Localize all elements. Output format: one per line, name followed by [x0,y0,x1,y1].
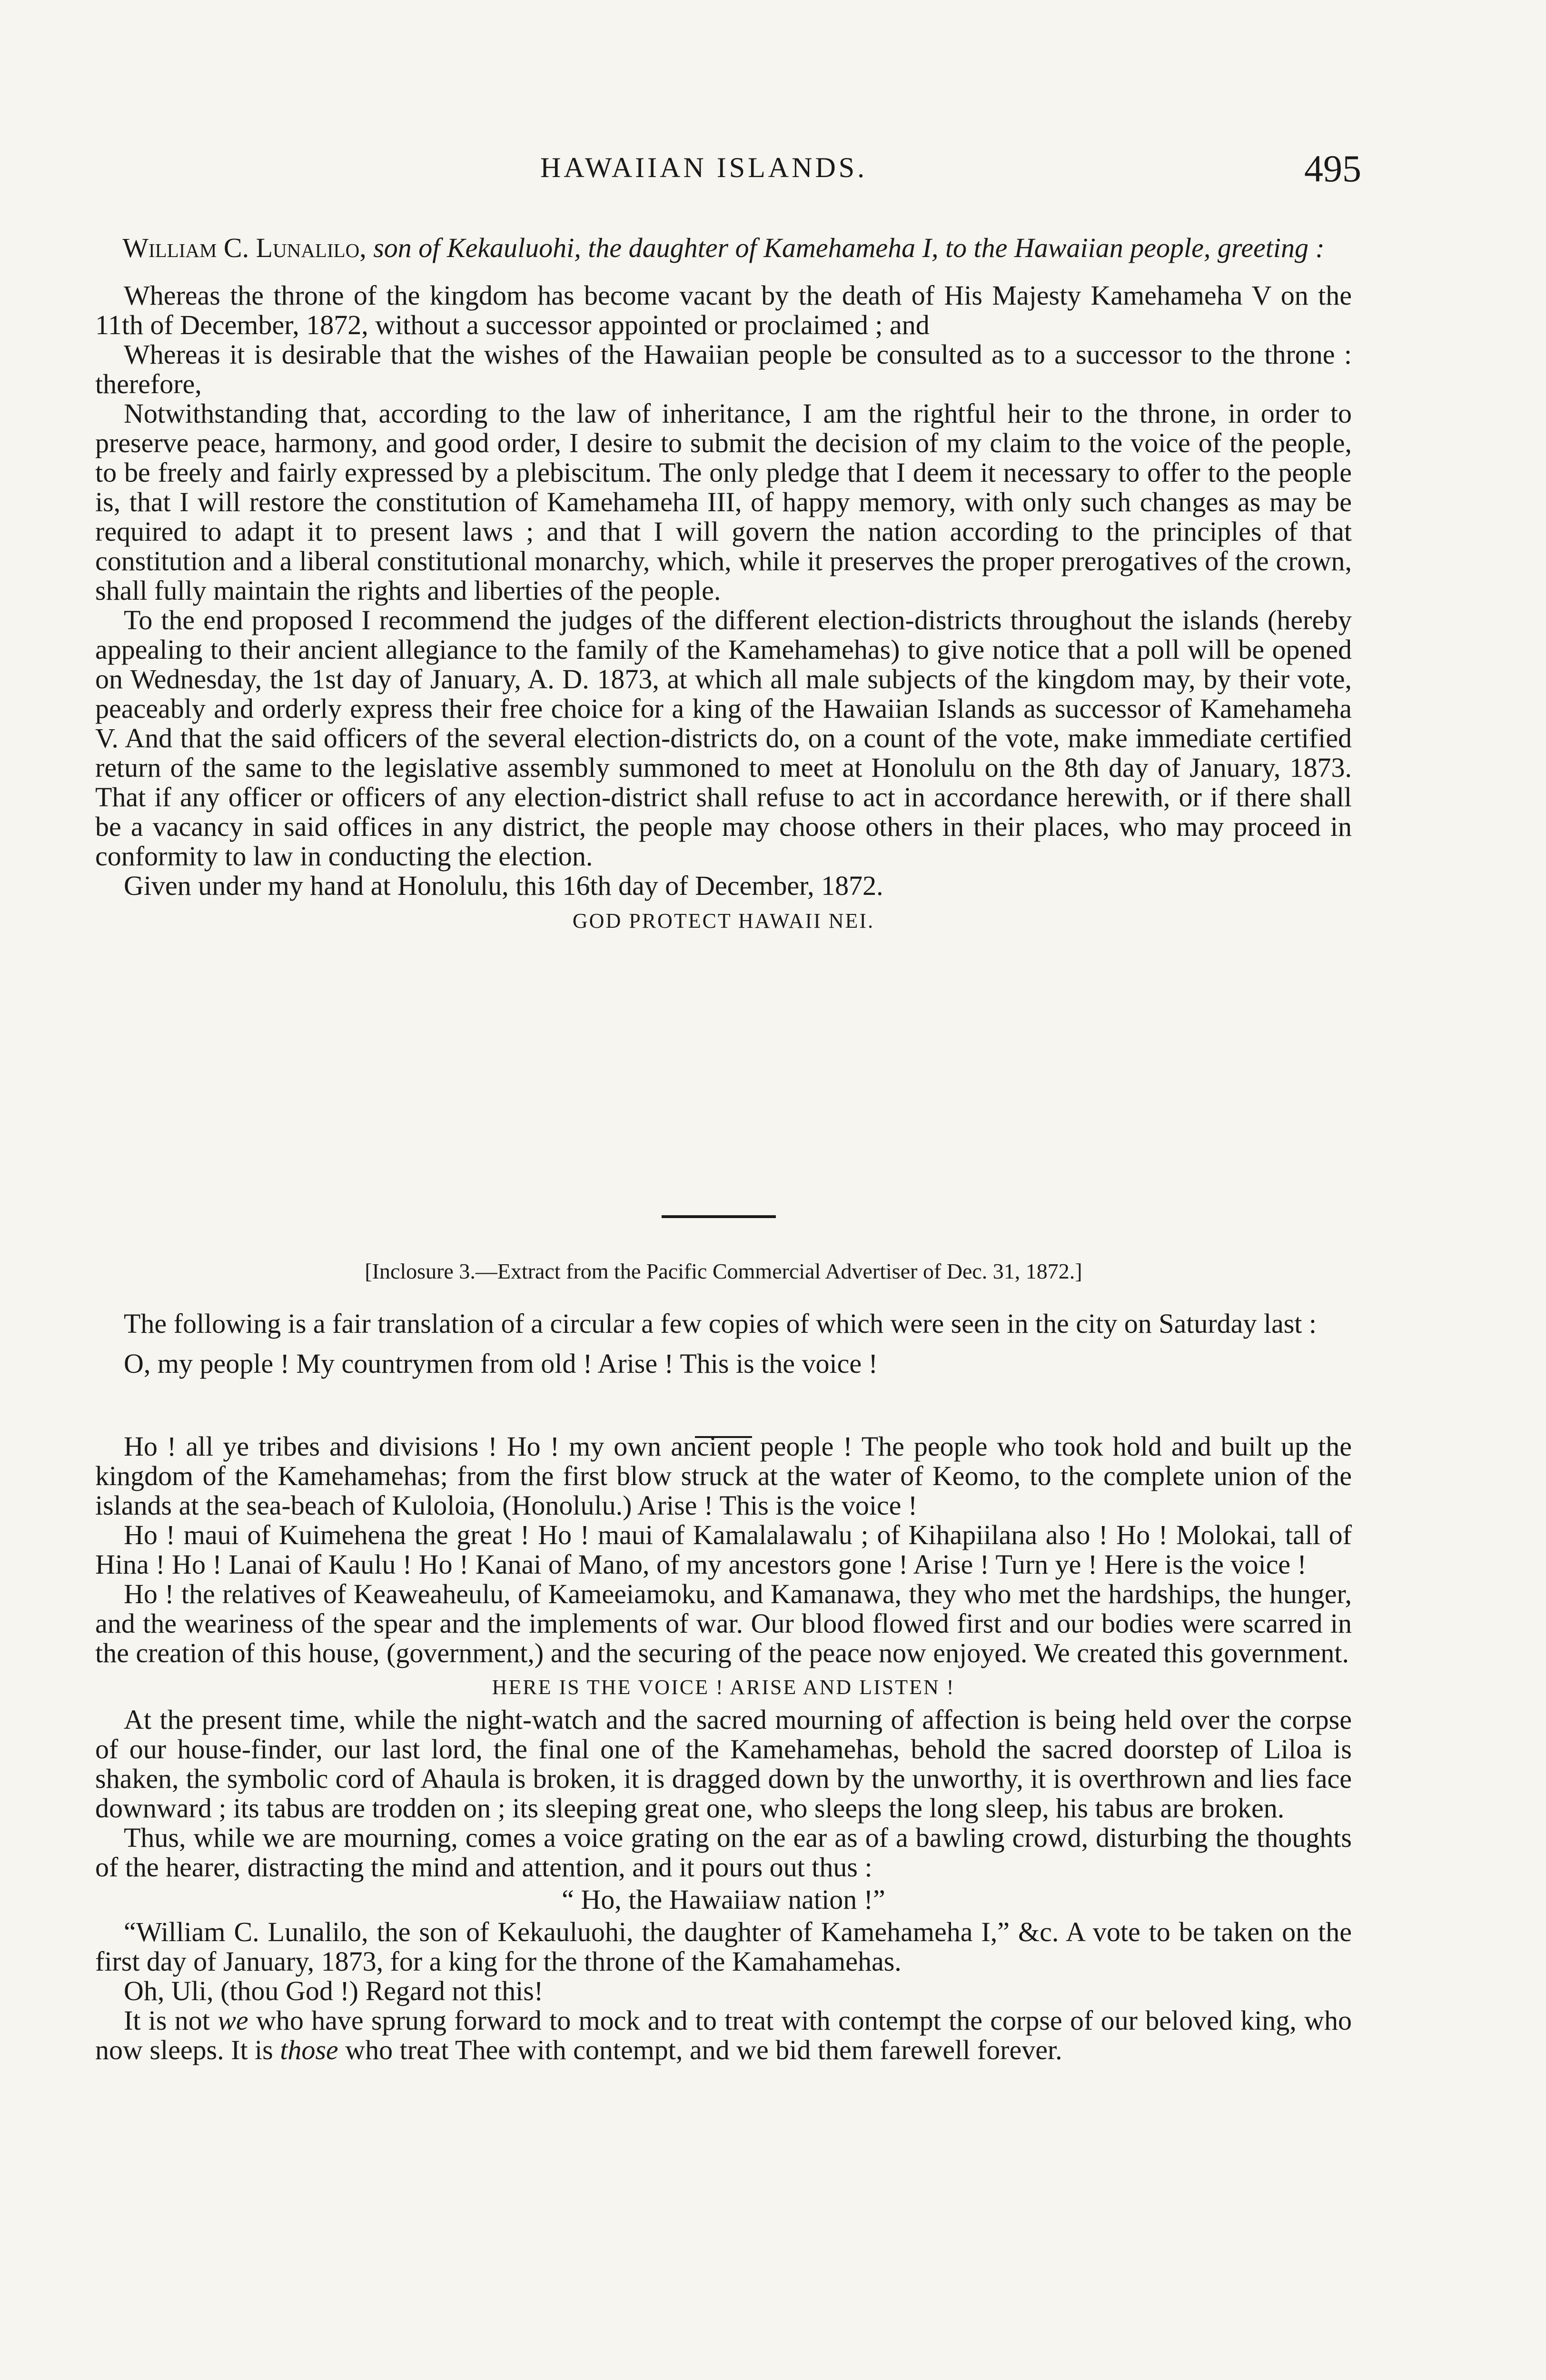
final-text-emphasis: those [280,2034,338,2065]
circular-paragraph: “William C. Lunalilo, the son of Kekauluohi, the daughter of Kamehameha I,” &c. A vote to be taken on the first day of January, 1873, for a king for the throne of the Kamahamehas. [95,1916,1352,1977]
proclamation-paragraph: Given under my hand at Honolulu, this 16th day of December, 1872. [124,870,883,901]
running-title: HAWAIIAN ISLANDS. [540,152,868,183]
final-text-part: who have sprung forward to mock and to treat with contempt the corpse of our beloved king, who now sleeps. It is [95,2005,1352,2065]
cry-divider [695,1436,752,1438]
final-text-emphasis: we [218,2005,248,2036]
circular-paragraph: Ho ! maui of Kuimehena the great ! Ho ! maui of Kamalalawalu ; of Kihapiilana also ! Ho ! Molokai, tall of Hina ! Ho ! Lanai of Kaulu ! Ho ! Kanai of Mano, of my ancestors gone ! Arise ! Turn ye ! Here is the voice ! [95,1519,1352,1580]
circular-paragraph: Thus, while we are mourning, comes a voice grating on the ear as of a bawling crowd, disturbing the thoughts of the hearer, distracting the mind and attention, and it pours out thus : [95,1822,1352,1883]
section-divider [662,1215,776,1218]
salutation-name: William C. Lunalilo, [122,232,367,263]
proclamation-paragraph: Whereas the throne of the kingdom has become vacant by the death of His Majesty Kamehameha V on the 11th of December, 1872, without a successor appointed or proclaimed ; and [95,280,1352,340]
inclosure-caption: [Inclosure 3.—Extract from the Pacific Commercial Advertiser of Dec. 31, 1872.] [365,1259,1082,1283]
inclosure-intro: The following is a fair translation of a circular a few copies of which were seen in the city on Saturday last : [124,1308,1317,1339]
proclamation-salutation [95,233,1352,263]
circular-paragraph: Ho ! the relatives of Keaweaheulu, of Kameeiamoku, and Kamanawa, they who met the hardships, the hunger, and the weariness of the spear and the implements of war. Our blood flowed first and our bodies were scarred in the creation of this house, (government,) and the securing of the peace now enjoyed. We created this government. [95,1578,1352,1668]
proclamation-paragraph: Notwithstanding that, according to the law of inheritance, I am the rightful heir to the throne, in order to preserve peace, harmony, and good order, I desire to submit the decision of my claim to the voice of the people, to be freely and fairly expressed by a plebiscitum. The only pledge that I deem it necessary to offer to the people is, that I will restore the constitution of Kamehameha III, of happy memory, with only such changes as may be required to adapt it to present laws ; and that I will govern the nation according to the principles of that constitution and a liberal constitutional monarchy, which, while it preserves the proper prerogatives of the crown, shall fully maintain the rights and liberties of the people. [95,398,1352,606]
circular-final-paragraph [95,2006,1352,2065]
circular-subheading: HERE IS THE VOICE ! ARISE AND LISTEN ! [492,1676,955,1699]
salutation-text: son of Kekauluohi, the daughter of Kamehameha I, to the Hawaiian people, greeting : [373,232,1325,263]
proclamation-paragraph: To the end proposed I recommend the judges of the different election-districts throughout the islands (hereby appealing to their ancient allegiance to the family of the Kamehamehas) to give notice that a poll will be opened on Wednesday, the 1st day of January, A. D. 1873, at which all male subjects of the kingdom may, by their vote, peaceably and orderly express their free choice for a king of the Hawaiian Islands as successor of Kamehameha V. And that the said officers of the several election-districts do, on a count of the vote, make immediate certified return of the same to the legislative assembly summoned to meet at Honolulu on the 8th day of January, 1873. That if any officer or officers of any election-district shall refuse to act in accordance herewith, or if there shall be a vacancy in said offices in any district, the people may choose others in their places, who may proceed in conformity to law in conducting the election. [95,605,1352,872]
circular-paragraph: Oh, Uli, (thou God !) Regard not this! [124,1975,544,2006]
proclamation-closing: GOD PROTECT HAWAII NEI. [572,909,875,932]
circular-quote: “ Ho, the Hawaiiaw nation !” [562,1884,885,1915]
proclamation-paragraph: Whereas it is desirable that the wishes of the Hawaiian people be consulted as to a successor to the throne : therefore, [95,339,1352,399]
page-header [95,148,1361,200]
proclamation-section [95,233,1352,936]
circular-paragraph: Ho ! all ye tribes and divisions ! Ho ! my own ancient people ! The people who took hold and built up the kingdom of the Kamehamehas; from the first blow struck at the water of Keomo, to the complete union of the islands at the sea-beach of Kuloloia, (Honolulu.) Arise ! This is the voice ! [95,1431,1352,1521]
final-text-part: who treat Thee with contempt, and we bid them farewell forever. [345,2034,1062,2065]
inclosure-cry: O, my people ! My countrymen from old ! Arise ! This is the voice ! [124,1348,878,1379]
circular-paragraph: At the present time, while the night-watch and the sacred mourning of affection is being held over the corpse of our house-finder, our last lord, the final one of the Kamehamehas, behold the sacred doorstep of Liloa is shaken, the symbolic cord of Ahaula is broken, it is dragged down by the unworthy, it is overthrown and lies face downward ; its tabus are trodden on ; its sleeping great one, who sleeps the long sleep, his tabus are broken. [95,1704,1352,1824]
final-text-part: It is not [124,2005,210,2036]
inclosure-section [95,1257,1352,2065]
page-number: 495 [1304,148,1361,190]
